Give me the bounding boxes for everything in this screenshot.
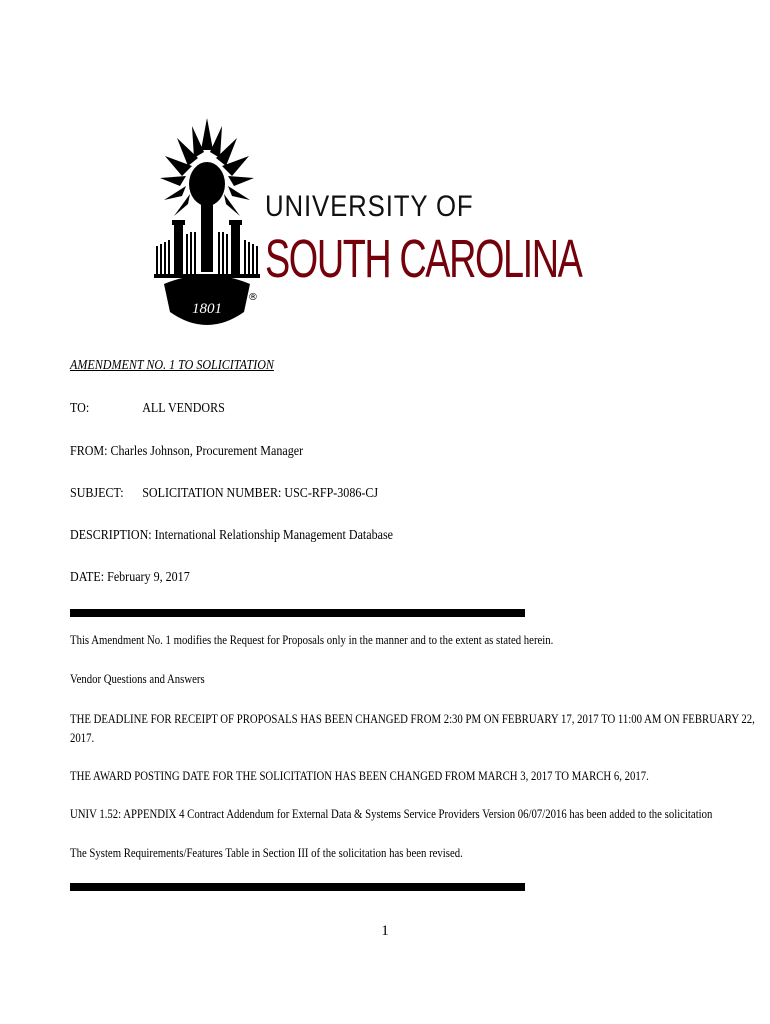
page-number: 1 (381, 923, 389, 939)
to-label: TO: (70, 401, 90, 416)
subject-value: SOLICITATION NUMBER: USC-RFP-3086-CJ (142, 486, 379, 501)
divider-bottom (70, 883, 525, 891)
from-line: FROM: Charles Johnson, Procurement Manager (70, 444, 304, 459)
university-logo (152, 116, 622, 336)
registered-mark: ® (248, 292, 258, 303)
system-text: The System Requirements/Features Table in Section III of the solicitation has been revised. (70, 846, 463, 860)
amendment-title: AMENDMENT NO. 1 TO SOLICITATION (70, 358, 274, 373)
to-value: ALL VENDORS (142, 401, 225, 416)
date-line: DATE: February 9, 2017 (70, 570, 190, 585)
subject-label: SUBJECT: (70, 486, 124, 501)
description-line: DESCRIPTION: International Relationship Management Database (70, 528, 394, 543)
deadline-text-line1: THE DEADLINE FOR RECEIPT OF PROPOSALS HAS BEEN CHANGED FROM 2:30 PM ON FEBRUARY 17, 2017 TO 11:00 AM ON FEBRUARY 22, (70, 712, 755, 726)
intro-text: This Amendment No. 1 modifies the Request for Proposals only in the manner and to the extent as stated herein. (70, 633, 554, 647)
palmetto-seal-icon (152, 116, 262, 336)
divider-top (70, 609, 525, 617)
univ-text: UNIV 1.52: APPENDIX 4 Contract Addendum for External Data & Systems Service Providers Version 06/07/2016 has been added to the solicitation (70, 807, 713, 821)
award-text: THE AWARD POSTING DATE FOR THE SOLICITATION HAS BEEN CHANGED FROM MARCH 3, 2017 TO MARCH 6, 2017. (70, 769, 649, 783)
section-heading: Vendor Questions and Answers (70, 672, 205, 686)
deadline-text-line2: 2017. (70, 731, 95, 745)
wordmark-university-of: UNIVERSITY OF (265, 190, 474, 223)
to-row (70, 401, 225, 417)
subject-row (70, 486, 379, 502)
seal-year: 1801 (192, 301, 222, 317)
wordmark-south-carolina: SOUTH CAROLINA (265, 229, 582, 289)
